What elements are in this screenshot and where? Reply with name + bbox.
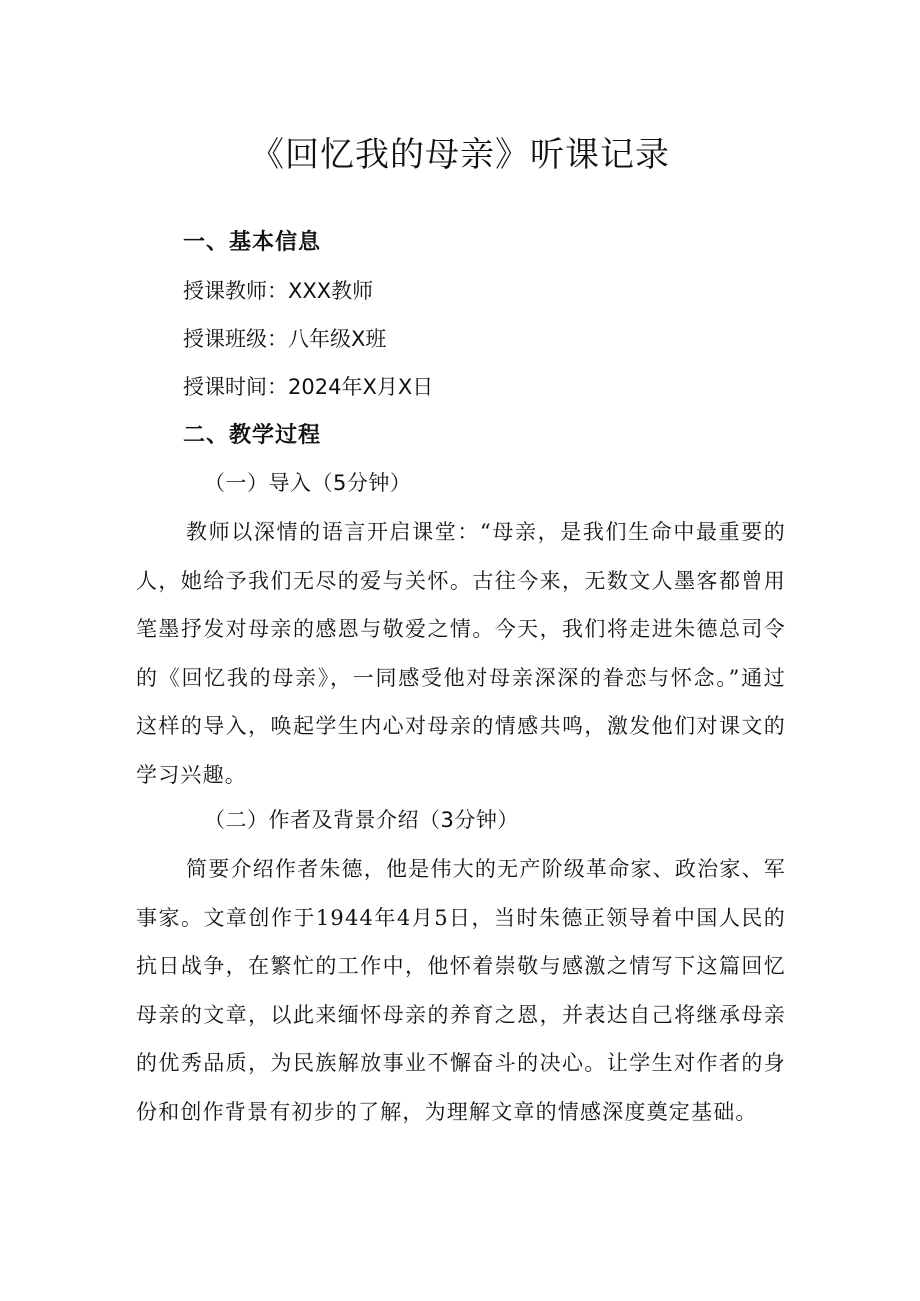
section-heading-basic-info: 一、基本信息 bbox=[183, 230, 322, 255]
document-title: 《回忆我的母亲》听课记录 bbox=[250, 135, 670, 175]
section-heading-teaching-process: 二、教学过程 bbox=[183, 423, 322, 448]
subheading-intro: （一）导入（5分钟） bbox=[204, 471, 412, 495]
teacher-info: 授课教师：XXX教师 bbox=[183, 279, 374, 303]
author-background-paragraph: 简要介绍作者朱德，他是伟大的无产阶级革命家、政治家、军事家。文章创作于1944年4月5日，当时朱德正领导着中国人民的抗日战争，在繁忙的工作中，他怀着崇敬与感激之情写下这篇回忆母亲的文章，以此来缅怀母亲的养育之恩，并表达自己将继承母亲的优秀品质，为民族解放事业不懈奋斗的决心。让学生对作者的身份和创作背景有初步的了解，为理解文章的情感深度奠定基础。 bbox=[136, 857, 786, 1124]
subheading-author-background: （二）作者及背景介绍（3分钟） bbox=[204, 808, 519, 832]
time-info: 授课时间：2024年X月X日 bbox=[183, 375, 434, 399]
intro-paragraph: 教师以深情的语言开启课堂：“母亲，是我们生命中最重要的人，她给予我们无尽的爱与关怀。古往今来，无数文人墨客都曾用笔墨抒发对母亲的感恩与敬爱之情。今天，我们将走进朱德总司令的《回忆我的母亲》，一同感受他对母亲深深的眷恋与怀念。”通过这样的导入，唤起学生内心对母亲的情感共鸣，激发他们对课文的学习兴趣。 bbox=[136, 520, 786, 787]
class-info: 授课班级：八年级X班 bbox=[183, 327, 387, 351]
